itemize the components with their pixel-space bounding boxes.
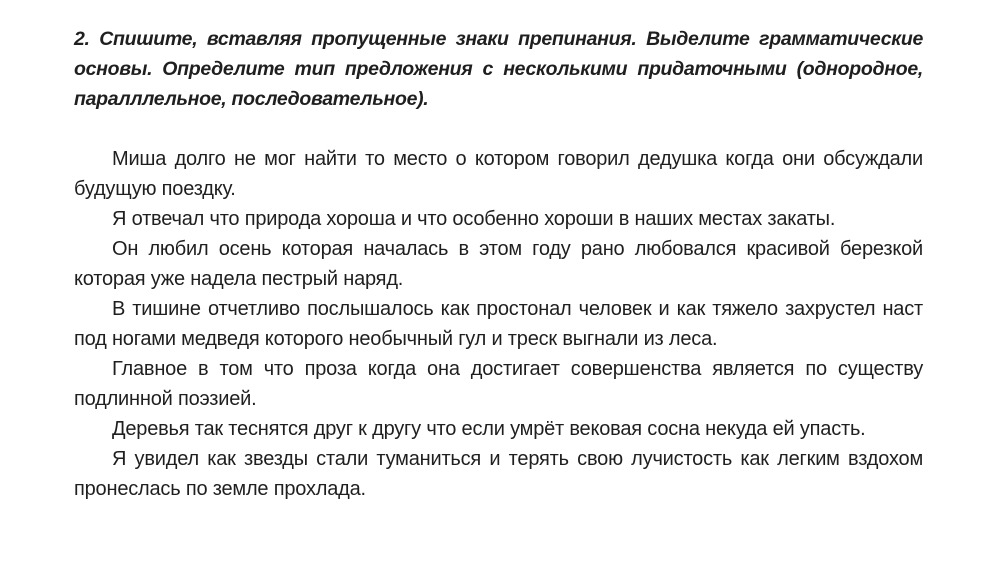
exercise-text (74, 144, 923, 504)
sentence-6: Деревья так теснятся друг к другу что если умрёт вековая сосна некуда ей упасть. (112, 418, 866, 440)
sentence-7: Я увидел как звезды стали туманиться и терять свою лучистость как легким вздохом пронеслась по земле прохлада. (74, 448, 923, 500)
sentence-4: В тишине отчетливо послышалось как простонал человек и как тяжело захрустел наст под ногами медведя которого необычный гул и треск выгнали из леса. (74, 298, 923, 350)
sentence-2: Я отвечал что природа хороша и что особенно хороши в наших местах закаты. (112, 208, 836, 230)
task-heading: 2. Спишите, вставляя пропущенные знаки препинания. Выделите грамматические основы. Определите тип предложения с несколькими придаточными (однородное, паралллельное, последовательное). (74, 28, 923, 110)
sentence-5: Главное в том что проза когда она достигает совершенства является по существу подлинной поэзией. (74, 358, 923, 410)
sentence-3: Он любил осень которая началась в этом году рано любовался красивой березкой которая уже надела пестрый наряд. (74, 238, 923, 290)
sentence-1: Миша долго не мог найти то место о котором говорил дедушка когда они обсуждали будущую поездку. (74, 148, 923, 200)
